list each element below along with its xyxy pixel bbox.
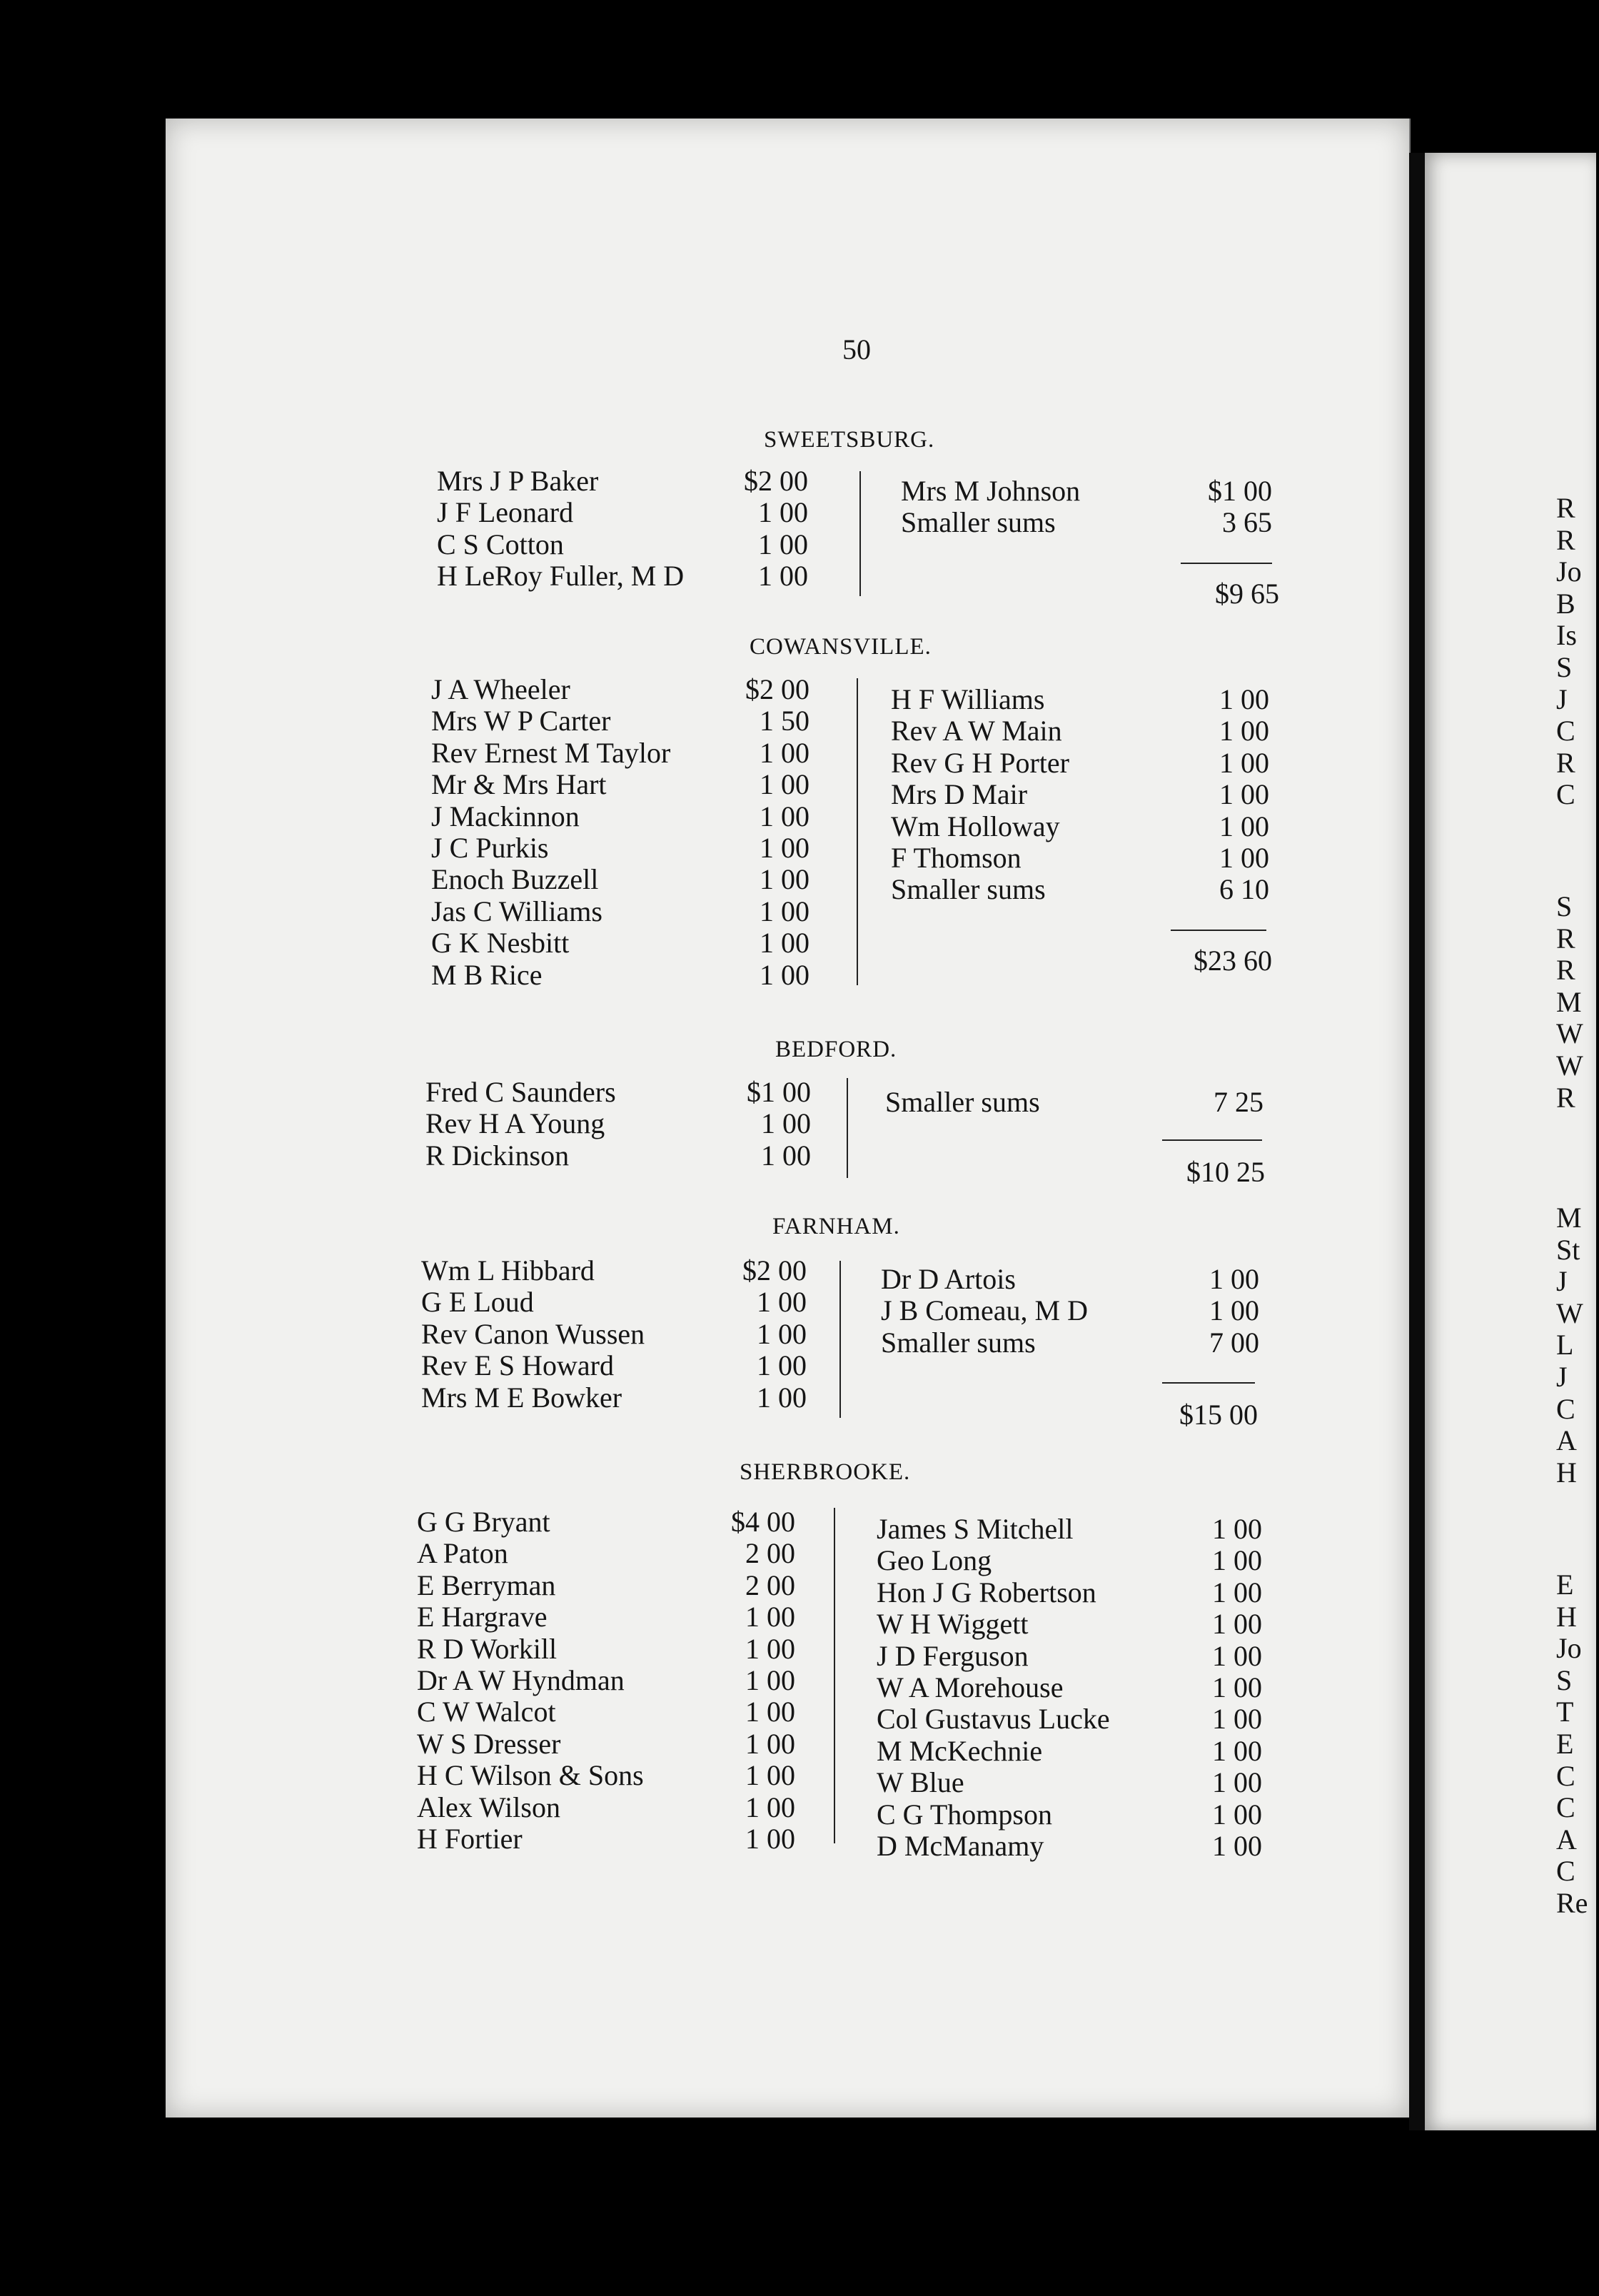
subscriber-row [877,1831,1262,1862]
subscription-amount: 1 00 [761,1107,811,1140]
subscription-amount: $2 00 [744,465,808,497]
subscriber-row [877,1672,1262,1703]
subscriber-name: H F Williams [891,683,1045,715]
subscription-amount: 1 00 [745,1601,795,1633]
subscription-amount: 1 00 [1212,1513,1262,1545]
column-divider [839,1261,841,1418]
cropped-name-fragment: S [1556,650,1573,683]
subscriber-row [417,1538,795,1569]
subscriber-name: Smaller sums [901,506,1056,539]
subscription-amount: 3 65 [1222,506,1272,539]
subscriber-row [431,960,809,991]
cropped-name-column [1556,891,1599,1114]
cropped-name-column [1556,1202,1599,1489]
section-total: $10 25 [1186,1156,1265,1188]
subscription-amount: 6 10 [1219,873,1269,906]
subscriber-name: Enoch Buzzell [431,863,599,896]
subscriber-row [431,674,809,705]
subscriber-name: W S Dresser [417,1727,561,1760]
subscription-amount: 1 00 [760,736,809,769]
subscriber-row [421,1319,807,1350]
total-rule [1181,563,1272,564]
subscription-amount: 1 00 [757,1381,807,1414]
subscriber-row [877,1641,1262,1672]
cropped-name-fragment: M [1556,1202,1582,1234]
right-column [885,1087,1263,1118]
subscription-amount: 1 00 [758,560,808,593]
cropped-name-fragment: J [1556,683,1568,715]
subscription-amount: 1 00 [1219,683,1269,715]
section-total: $15 00 [1179,1399,1258,1431]
subscription-amount: 1 00 [760,863,809,896]
subscriber-row [881,1327,1259,1359]
subscription-amount: 1 00 [745,1632,795,1665]
subscription-amount: 1 00 [1212,1734,1262,1767]
subscriber-name: Smaller sums [891,873,1046,906]
subscriber-row [421,1350,807,1381]
subscriber-row [881,1264,1259,1295]
subscriber-name: H Fortier [417,1822,523,1855]
subscriber-row [891,779,1269,810]
subscription-amount: 1 00 [761,1139,811,1172]
subscriber-name: E Berryman [417,1569,556,1601]
subscriber-name: H LeRoy Fuller, M D [437,560,685,593]
cropped-name-fragment: Jo [1556,555,1582,588]
cropped-name-fragment: R [1556,492,1575,524]
subscription-amount: 1 00 [758,496,808,529]
subscription-amount: 1 00 [757,1286,807,1319]
subscription-amount: $2 00 [742,1254,807,1287]
right-column [891,684,1269,906]
subscriber-name: J Mackinnon [431,800,580,832]
subscriber-row [891,811,1269,842]
cropped-name-fragment: Re [1556,1886,1588,1919]
subscriber-name: R Dickinson [425,1139,570,1172]
cropped-name-fragment: E [1556,1727,1574,1760]
cropped-name-fragment: R [1556,523,1575,556]
subscriber-name: E Hargrave [417,1601,548,1633]
subscriber-name: Rev Ernest M Taylor [431,736,671,769]
subscriber-name: G E Loud [421,1286,534,1319]
cropped-name-fragment: H [1556,1600,1577,1633]
cropped-name-fragment: R [1556,746,1575,779]
cropped-name-fragment: L [1556,1329,1574,1361]
subscription-amount: 1 00 [1219,810,1269,842]
left-column [421,1255,807,1414]
subscriber-row [877,1514,1262,1545]
cropped-name-fragment: W [1556,1049,1583,1082]
subscriber-row [431,705,809,737]
left-column [417,1506,795,1855]
subscription-amount: 2 00 [745,1537,795,1570]
subscriber-row [431,801,809,832]
subscriber-name: J C Purkis [431,831,549,864]
subscriber-name: M B Rice [431,958,543,991]
subscription-amount: 1 00 [1212,1576,1262,1608]
subscription-amount: 7 00 [1209,1326,1259,1359]
subscription-amount: 1 00 [757,1349,807,1382]
subscription-amount: 1 00 [1219,746,1269,779]
subscriber-name: C S Cotton [437,528,564,560]
section-total: $9 65 [1215,578,1279,610]
subscriber-name: Smaller sums [881,1326,1036,1359]
subscriber-row [417,1760,795,1791]
section-heading: COWANSVILLE. [750,634,932,660]
subscriber-row [417,1601,795,1633]
subscriber-name: J A Wheeler [431,673,570,705]
subscriber-name: A Paton [417,1537,508,1570]
subscription-amount: 1 00 [760,958,809,991]
cropped-name-fragment: C [1556,1855,1575,1888]
subscription-amount: $2 00 [745,673,809,705]
subscriber-name: Fred C Saunders [425,1076,616,1108]
subscriber-row [417,1570,795,1601]
subscriber-name: Dr D Artois [881,1263,1016,1295]
subscriber-row [417,1792,795,1823]
subscriber-name: W H Wiggett [877,1608,1029,1641]
cropped-name-fragment: S [1556,890,1573,922]
subscription-amount: 1 00 [760,800,809,832]
subscriber-row [437,560,808,592]
subscriber-row [891,747,1269,779]
subscription-amount: $1 00 [1208,475,1272,507]
subscription-amount: 2 00 [745,1569,795,1601]
subscriber-row [885,1087,1263,1118]
subscriber-name: R D Workill [417,1632,558,1665]
subscriber-row [901,475,1272,507]
cropped-name-fragment: R [1556,954,1575,987]
subscriber-row [425,1077,811,1108]
subscriber-name: F Thomson [891,841,1022,874]
cropped-name-fragment: Is [1556,619,1577,652]
subscription-amount: 1 00 [1212,1608,1262,1641]
subscription-amount: 1 00 [1209,1294,1259,1327]
subscriber-row [891,874,1269,905]
subscriber-name: Smaller sums [885,1086,1040,1118]
subscription-amount: 1 00 [760,927,809,960]
cropped-name-fragment: R [1556,1081,1575,1114]
subscriber-row [891,684,1269,715]
subscription-amount: 1 00 [1219,841,1269,874]
subscription-amount: 1 00 [745,1822,795,1855]
subscriber-row [417,1696,795,1728]
subscriber-name: Rev E S Howard [421,1349,614,1382]
subscription-amount: 1 00 [1209,1263,1259,1295]
subscriber-row [431,769,809,800]
subscriber-row [437,465,808,497]
subscription-amount: 1 00 [1212,1639,1262,1672]
left-column [425,1077,811,1172]
total-rule [1162,1382,1255,1384]
subscriber-row [417,1823,795,1855]
subscriber-row [417,1506,795,1538]
subscriber-name: W A Morehouse [877,1671,1064,1703]
cropped-name-fragment: J [1556,1265,1568,1298]
subscriber-name: G K Nesbitt [431,927,570,960]
total-rule [1171,930,1266,931]
subscriber-name: Mrs M E Bowker [421,1381,622,1414]
subscriber-row [425,1108,811,1139]
subscriber-name: Mrs J P Baker [437,465,599,497]
cropped-name-fragment: A [1556,1424,1577,1457]
subscription-amount: 1 00 [760,768,809,801]
subscription-amount: 1 00 [1219,715,1269,747]
subscriber-name: Mrs D Mair [891,778,1028,811]
cropped-name-fragment: C [1556,1759,1575,1792]
subscriber-row [431,832,809,864]
subscriber-row [417,1728,795,1760]
subscriber-name: Mrs M Johnson [901,475,1081,507]
subscriber-name: Mr & Mrs Hart [431,768,607,801]
subscriber-row [877,1736,1262,1767]
subscription-amount: 1 00 [758,528,808,560]
cropped-name-fragment: J [1556,1360,1568,1393]
cropped-name-column [1556,1569,1599,1920]
subscriber-name: Jas C Williams [431,895,602,927]
section-heading: SWEETSBURG. [764,427,935,453]
subscriber-name: Rev G H Porter [891,746,1069,779]
cropped-name-fragment: W [1556,1017,1583,1050]
cropped-name-fragment: W [1556,1296,1583,1329]
book-gutter [1409,153,1425,2130]
subscriber-row [877,1767,1262,1798]
right-column [901,475,1272,539]
section-heading: FARNHAM. [772,1214,900,1239]
subscriber-row [891,842,1269,874]
subscriber-row [877,1577,1262,1608]
cropped-name-fragment: C [1556,1392,1575,1425]
subscriber-name: D McManamy [877,1829,1044,1862]
subscriber-row [877,1703,1262,1735]
subscriber-row [425,1140,811,1172]
subscriber-row [421,1382,807,1414]
subscription-amount: 1 00 [1212,1766,1262,1799]
cropped-name-fragment: C [1556,715,1575,747]
section-total: $23 60 [1194,945,1272,977]
subscriber-row [877,1608,1262,1640]
cropped-name-fragment: C [1556,778,1575,811]
subscriber-name: James S Mitchell [877,1513,1074,1545]
cropped-name-fragment: S [1556,1663,1573,1696]
subscription-amount: 1 00 [745,1696,795,1728]
cropped-name-fragment: St [1556,1233,1580,1266]
subscription-amount: 1 00 [760,831,809,864]
subscription-amount: 1 00 [760,895,809,927]
subscriber-row [417,1665,795,1696]
subscription-amount: $1 00 [747,1076,811,1108]
subscriber-row [891,715,1269,747]
subscriber-name: J F Leonard [437,496,574,529]
subscriber-row [881,1295,1259,1326]
cropped-name-fragment: T [1556,1696,1574,1728]
subscriber-row [431,737,809,769]
section-heading: SHERBROOKE. [740,1459,911,1485]
column-divider [847,1078,848,1178]
subscriber-name: C W Walcot [417,1696,556,1728]
page-number: 50 [842,333,871,366]
subscriber-row [431,927,809,959]
cropped-name-fragment: R [1556,922,1575,955]
subscription-amount: 1 00 [1212,1544,1262,1577]
subscriber-name: Mrs W P Carter [431,705,611,737]
cropped-name-fragment: H [1556,1456,1577,1489]
subscription-amount: 1 00 [745,1727,795,1760]
subscriber-name: H C Wilson & Sons [417,1759,644,1792]
subscriber-name: Alex Wilson [417,1791,560,1823]
column-divider [859,471,861,596]
cropped-name-column [1556,493,1599,811]
cropped-name-fragment: C [1556,1791,1575,1824]
subscriber-row [877,1799,1262,1831]
right-column [877,1514,1262,1862]
subscriber-row [877,1545,1262,1576]
subscriber-row [437,497,808,528]
subscriber-row [431,864,809,895]
subscriber-row [431,896,809,927]
subscriber-name: Col Gustavus Lucke [877,1703,1110,1736]
subscriber-name: J B Comeau, M D [881,1294,1088,1327]
subscriber-name: Wm Holloway [891,810,1060,842]
column-divider [834,1508,835,1843]
subscription-amount: 1 00 [745,1663,795,1696]
subscriber-row [421,1287,807,1318]
cropped-name-fragment: A [1556,1823,1577,1856]
subscriber-name: Rev A W Main [891,715,1062,747]
subscriber-row [437,529,808,560]
subscriber-row [421,1255,807,1287]
subscriber-name: Dr A W Hyndman [417,1663,625,1696]
subscriber-name: Geo Long [877,1544,992,1577]
column-divider [857,678,858,985]
subscription-amount: 1 00 [1212,1703,1262,1736]
subscriber-row [901,507,1272,538]
subscription-amount: 1 50 [760,705,809,737]
section-heading: BEDFORD. [775,1037,897,1062]
cropped-name-fragment: B [1556,587,1575,620]
cropped-name-fragment: M [1556,985,1582,1018]
subscriber-name: Rev Canon Wussen [421,1317,645,1350]
total-rule [1162,1139,1262,1141]
subscription-amount: 1 00 [745,1759,795,1792]
subscription-amount: 1 00 [757,1317,807,1350]
subscriber-name: C G Thompson [877,1798,1052,1831]
subscriber-row [417,1633,795,1665]
subscriber-name: W Blue [877,1766,964,1799]
subscription-amount: $4 00 [731,1506,795,1538]
subscription-amount: 1 00 [1212,1671,1262,1703]
subscription-amount: 1 00 [745,1791,795,1823]
subscriber-name: Wm L Hibbard [421,1254,595,1287]
subscription-amount: 1 00 [1212,1798,1262,1831]
subscription-amount: 7 25 [1214,1086,1263,1118]
subscriber-name: Rev H A Young [425,1107,605,1140]
subscription-amount: 1 00 [1212,1829,1262,1862]
subscriber-name: M McKechnie [877,1734,1043,1767]
subscriber-name: G G Bryant [417,1506,550,1538]
subscriber-name: J D Ferguson [877,1639,1029,1672]
cropped-name-fragment: Jo [1556,1632,1582,1665]
right-column [881,1264,1259,1359]
left-column [437,465,808,593]
cropped-name-fragment: E [1556,1569,1574,1601]
left-column [431,674,809,991]
subscription-amount: 1 00 [1219,778,1269,811]
subscriber-name: Hon J G Robertson [877,1576,1096,1608]
